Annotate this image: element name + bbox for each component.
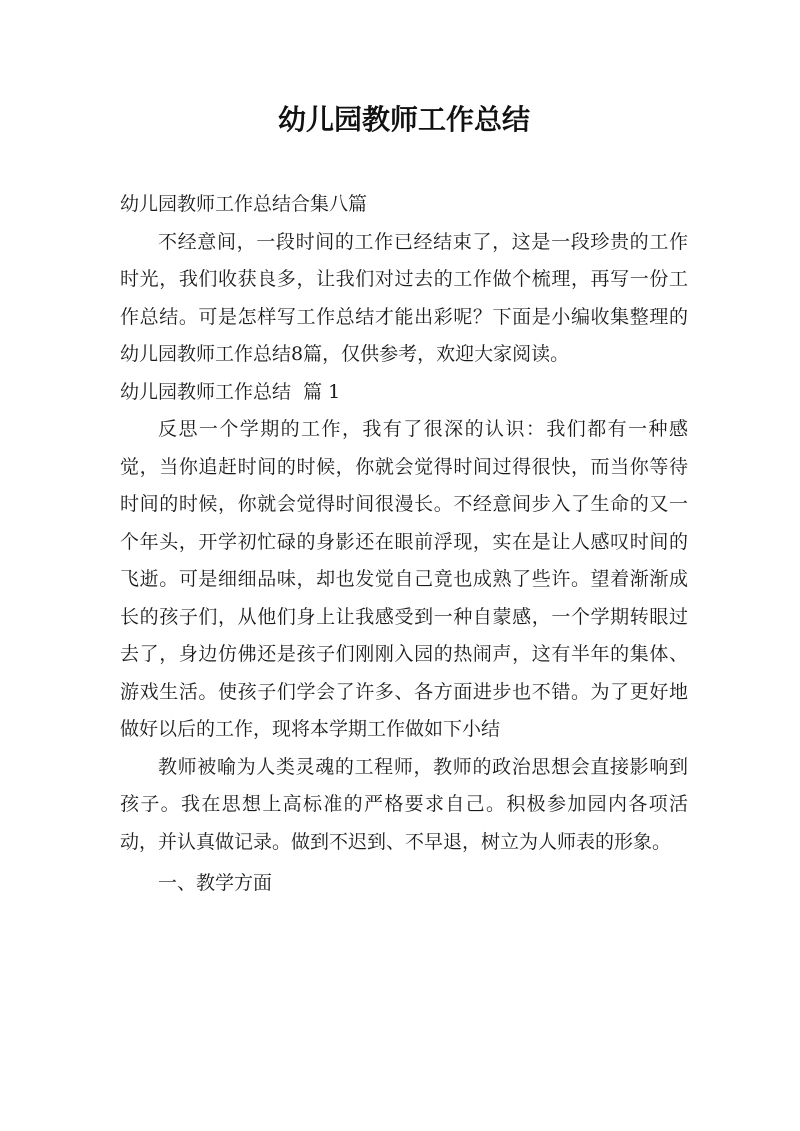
part-heading: 幼儿园教师工作总结 篇 1: [120, 380, 341, 403]
document-body: [120, 186, 688, 903]
document-subtitle: 幼儿园教师工作总结合集八篇: [120, 193, 368, 215]
body-paragraph-1: 反思一个学期的工作，我有了很深的认识：我们都有一种感觉，当你追赶时间的时候，你就会觉得时间过得很快，而当你等待时间的时候，你就会觉得时间很漫长。不经意间步入了生命的又一个年头，开学初忙碌的身影还在眼前浮现，实在是让人感叹时间的飞逝。可是细细品味，却也发觉自己竟也成熟了些许。望着渐渐成长的孩子们，从他们身上让我感受到一种自蒙感，一个学期转眼过去了，身边仿佛还是孩子们刚刚入园的热闹声，这有半年的集体、游戏生活。使孩子们学会了许多、各方面进步也不错。为了更好地做好以后的工作，现将本学期工作做如下小结: [120, 418, 688, 740]
intro-paragraph: 不经意间，一段时间的工作已经结束了，这是一段珍贵的工作时光，我们收获良多，让我们对过去的工作做个梳理，再写一份工作总结。可是怎样写工作总结才能出彩呢？下面是小编收集整理的幼儿园教师工作总结8篇，仅供参考，欢迎大家阅读。: [120, 230, 688, 365]
section-heading-teaching: 一、教学方面: [158, 872, 273, 894]
document-title: 幼儿园教师工作总结: [277, 103, 530, 136]
body-paragraph-2: 教师被喻为人类灵魂的工程师，教师的政治思想会直接影响到孩子。我在思想上高标准的严格要求自己。积极参加园内各项活动，并认真做记录。做到不迟到、不早退，树立为人师表的形象。: [120, 755, 688, 853]
